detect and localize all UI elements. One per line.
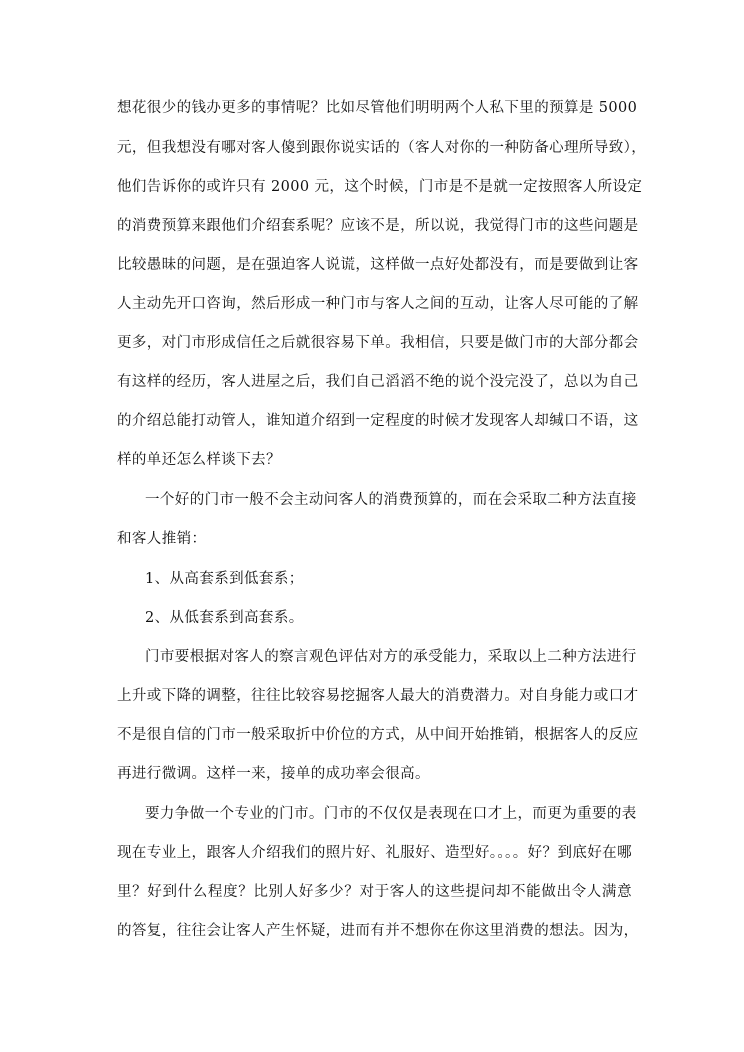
text-line: 比较愚昧的问题，是在强迫客人说谎，这样做一点好处都没有，而是要做到让客 (117, 257, 639, 273)
text-line: 一个好的门市一般不会主动问客人的消费预算的，而在会采取二种方法直接 (145, 492, 637, 508)
text-line: 和客人推销： (117, 531, 207, 547)
text-line: 上升或下降的调整，往往比较容易挖掘客人最大的消费潜力。对自身能力或口才 (117, 688, 639, 704)
text-line: 再进行微调。这样一来，接单的成功率会很高。 (117, 766, 430, 782)
text-line: 门市要根据对客人的察言观色评估对方的承受能力，采取以上二种方法进行 (145, 649, 637, 665)
text-line: 人主动先开口咨询，然后形成一种门市与客人之间的互动，让客人尽可能的了解 (117, 296, 639, 312)
text-line: 2、从低套系到高套系。 (145, 610, 304, 626)
text-line: 有这样的经历，客人进屋之后，我们自己滔滔不绝的说个没完没了，总以为自己 (117, 374, 639, 390)
text-line: 的答复，往往会让客人产生怀疑，进而有并不想你在你这里消费的想法。因为， (117, 923, 639, 939)
text-line: 的介绍总能打动管人，谁知道介绍到一定程度的时候才发现客人却缄口不语，这 (117, 413, 639, 429)
text-line: 他们告诉你的或许只有 2000 元，这个时候，门市是不是就一定按照客人所设定 (117, 179, 643, 195)
text-line: 的消费预算来跟他们介绍套系呢？应该不是，所以说，我觉得门市的这些问题是 (117, 218, 639, 234)
text-line: 1、从高套系到低套系； (145, 571, 304, 587)
text-line: 要力争做一个专业的门市。门市的不仅仅是表现在口才上，而更为重要的表 (145, 806, 637, 822)
text-line: 想花很少的钱办更多的事情呢？比如尽管他们明明两个人私下里的预算是 5000 (117, 100, 638, 116)
text-line: 现在专业上，跟客人介绍我们的照片好、礼服好、造型好。。。。好？到底好在哪 (117, 845, 632, 861)
text-line: 里？好到什么程度？比别人好多少？对于客人的这些提问却不能做出令人满意 (117, 884, 632, 900)
text-line: 不是很自信的门市一般采取折中价位的方式，从中间开始推销，根据客人的反应 (117, 727, 639, 743)
text-line: 样的单还怎么样谈下去？ (117, 452, 281, 468)
text-line: 元，但我想没有哪对客人傻到跟你说实话的（客人对你的一种防备心理所导致）， (117, 140, 647, 156)
text-line: 更多，对门市形成信任之后就很容易下单。我相信，只要是做门市的大部分都会 (117, 335, 639, 351)
